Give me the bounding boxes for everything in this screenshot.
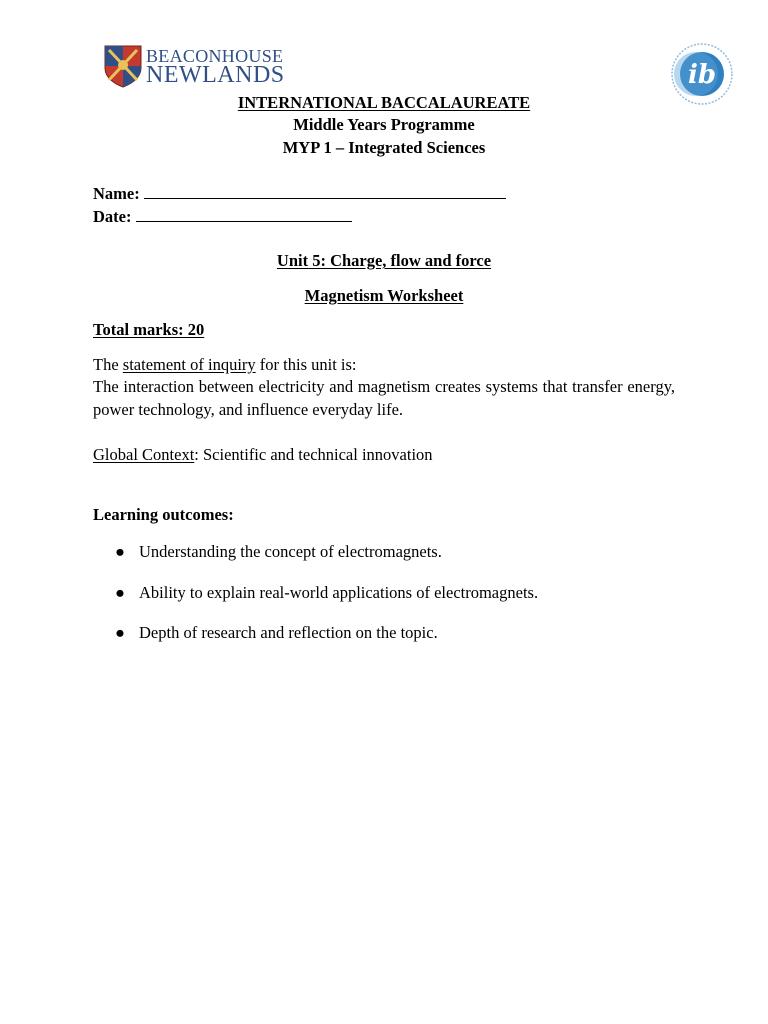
learning-outcome-text: Depth of research and reflection on the topic.: [139, 623, 438, 642]
inquiry-link: statement of inquiry: [122, 355, 256, 374]
inquiry-statement: The interaction between electricity and magnetism creates systems that transfer energy, power technology, and influence everyday life.: [93, 377, 675, 419]
list-item: [115, 622, 438, 644]
date-label: Date:: [93, 207, 132, 226]
course-title: MYP 1 – Integrated Sciences: [282, 138, 486, 157]
global-context: [93, 444, 433, 466]
total-marks: Total marks: 20: [93, 320, 205, 339]
ib-logo-mark: ib: [687, 60, 717, 90]
date-field[interactable]: [136, 205, 352, 222]
learning-outcomes-heading: Learning outcomes:: [93, 505, 234, 524]
bullet-icon: ●: [115, 542, 125, 561]
global-context-value: : Scientific and technical innovation: [194, 445, 433, 464]
list-item: [115, 541, 442, 563]
school-crest-icon: [103, 44, 143, 88]
name-field[interactable]: [144, 182, 506, 199]
inquiry-suffix: for this unit is:: [259, 355, 357, 374]
bullet-icon: ●: [115, 623, 125, 642]
date-field-row: [93, 205, 352, 228]
school-name-line1: BEACONHOUSE: [146, 46, 284, 66]
inquiry-intro: [93, 354, 357, 376]
worksheet-title: Magnetism Worksheet: [304, 286, 464, 305]
unit-title: Unit 5: Charge, flow and force: [276, 251, 492, 270]
name-field-row: [93, 182, 506, 205]
learning-outcome-text: Understanding the concept of electromagnets.: [139, 542, 442, 561]
inquiry-prefix: The: [93, 355, 119, 374]
global-context-label: Global Context: [93, 445, 195, 464]
list-item: [115, 582, 538, 604]
name-label: Name:: [93, 184, 140, 203]
programme-title: Middle Years Programme: [293, 115, 475, 134]
bullet-icon: ●: [115, 583, 125, 602]
ib-title: INTERNATIONAL BACCALAUREATE: [237, 93, 531, 112]
school-name-line2: NEWLANDS: [146, 62, 285, 88]
learning-outcome-text: Ability to explain real-world applications of electromagnets.: [139, 583, 539, 602]
